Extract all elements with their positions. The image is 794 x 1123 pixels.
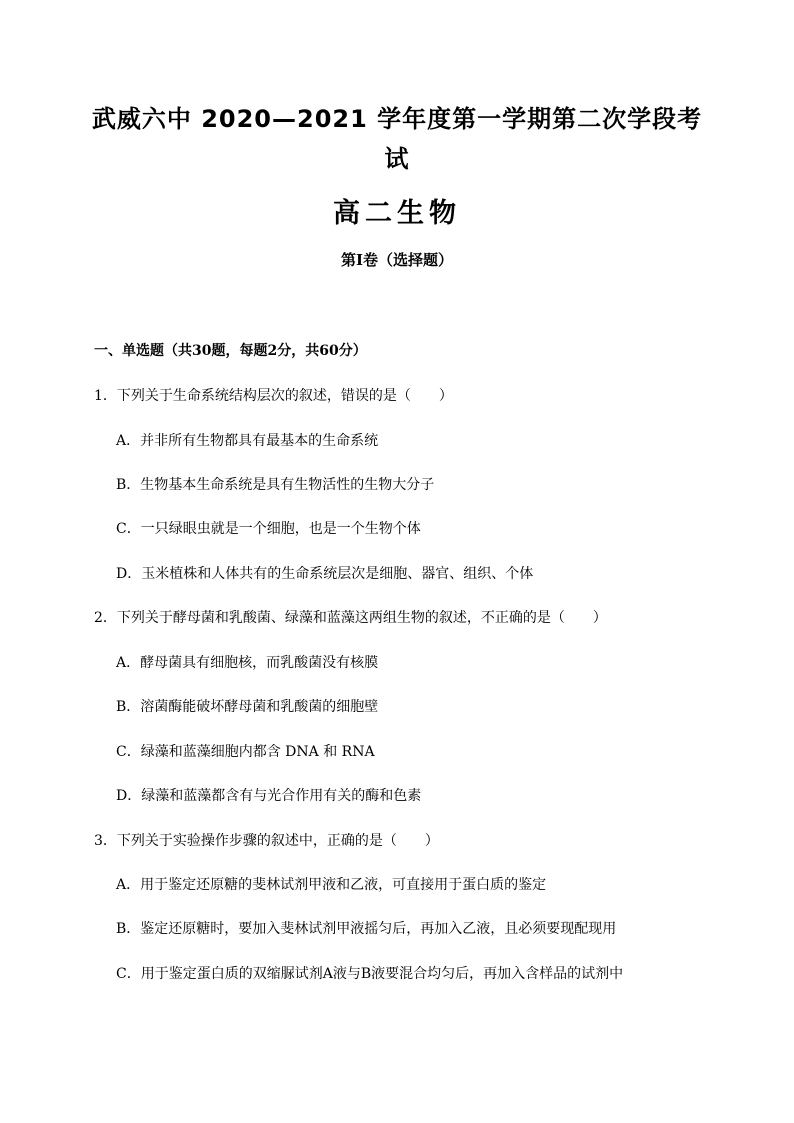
volume-heading: 第Ⅰ卷（选择题） — [340, 251, 454, 269]
question-2-stem: 2．下列关于酵母菌和乳酸菌、绿藻和蓝藻这两组生物的叙述，不正确的是（ ） — [94, 610, 607, 626]
question-1-option-c: C．一只绿眼虫就是一个细胞，也是一个生物个体 — [116, 521, 421, 537]
question-2-option-c: C．绿藻和蓝藻细胞内都含 DNA 和 RNA — [116, 744, 375, 760]
question-3-option-c: C．用于鉴定蛋白质的双缩脲试剂A液与B液要混合均匀后，再加入含样品的试剂中 — [116, 966, 624, 982]
question-1-option-a: A．并非所有生物都具有最基本的生命系统 — [116, 433, 379, 449]
exam-title-line-1: 武威六中 2020—2021 学年度第一学期第二次学段考 — [91, 105, 703, 133]
question-2-option-a: A．酵母菌具有细胞核，而乳酸菌没有核膜 — [116, 655, 379, 671]
question-3-stem: 3．下列关于实验操作步骤的叙述中，正确的是（ ） — [94, 833, 439, 849]
question-2-option-b: B．溶菌酶能破坏酵母菌和乳酸菌的细胞壁 — [116, 699, 379, 715]
section-heading: 一、单选题（共30题，每题2分，共60分） — [94, 343, 367, 359]
subject-title: 高二生物 — [333, 198, 461, 229]
question-2-option-d: D．绿藻和蓝藻都含有与光合作用有关的酶和色素 — [116, 788, 422, 804]
question-3-option-b: B．鉴定还原糖时，要加入斐林试剂甲液摇匀后，再加入乙液，且必须要现配现用 — [116, 921, 617, 937]
exam-title-line-2: 试 — [384, 145, 410, 173]
question-1-option-b: B．生物基本生命系统是具有生物活性的生物大分子 — [116, 477, 435, 493]
question-3-option-a: A．用于鉴定还原糖的斐林试剂甲液和乙液，可直接用于蛋白质的鉴定 — [116, 877, 547, 893]
question-1-stem: 1．下列关于生命系统结构层次的叙述，错误的是（ ） — [94, 388, 453, 404]
question-1-option-d: D．玉米植株和人体共有的生命系统层次是细胞、器官、组织、个体 — [116, 566, 534, 582]
